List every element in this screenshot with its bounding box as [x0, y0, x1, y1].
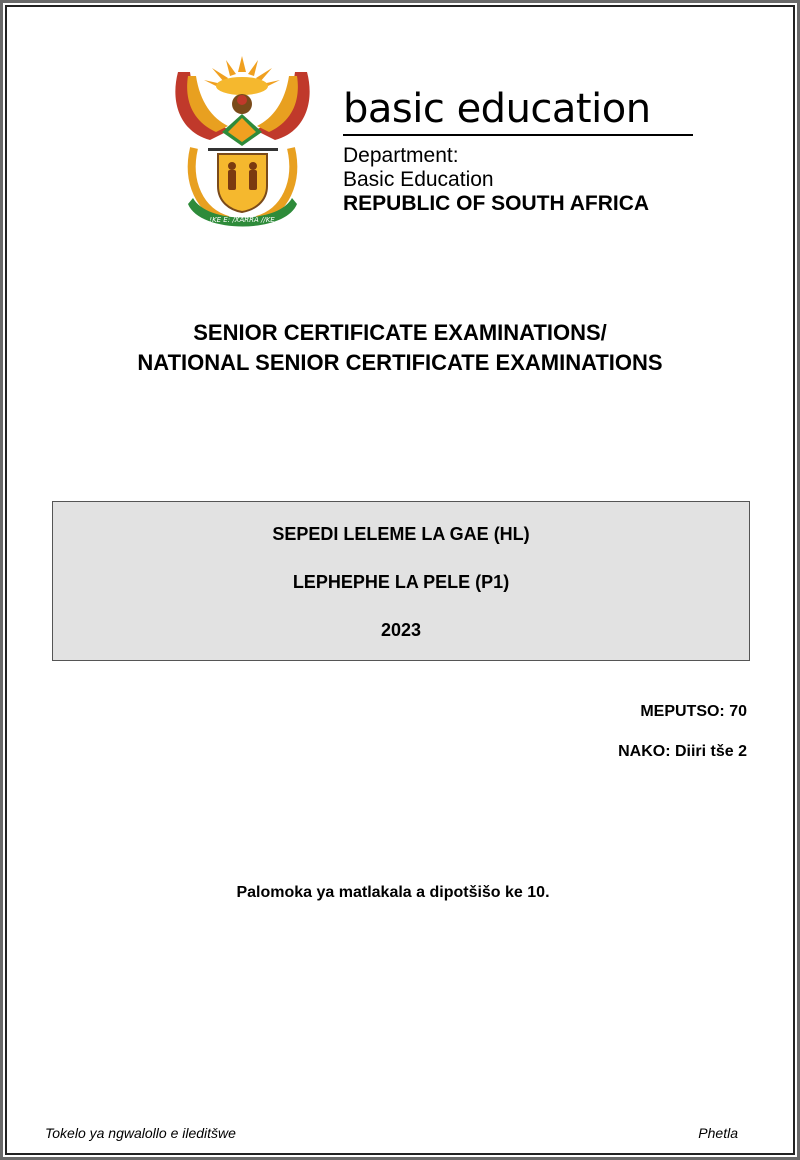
- paper-name: LEPHEPHE LA PELE (P1): [292, 572, 510, 592]
- country-name: REPUBLIC OF SOUTH AFRICA: [343, 192, 650, 215]
- department-label: Department:: [343, 144, 459, 167]
- exam-duration: NAKO: Diiri tše 2: [618, 743, 747, 760]
- copyright-note: Tokelo ya ngwalollo e ileditšwe: [45, 1125, 236, 1141]
- coat-of-arms-icon: [170, 52, 315, 234]
- exam-title: [60, 318, 740, 378]
- subject-name: SEPEDI LELEME LA GAE (HL): [272, 524, 530, 544]
- crest-motto: !KE E: /XARRA //KE: [209, 216, 275, 224]
- department-brand: [343, 86, 693, 216]
- turn-over-note: Phetla: [698, 1125, 738, 1141]
- brand-name: basic education: [343, 86, 693, 136]
- total-marks: MEPUTSO: 70: [640, 703, 747, 720]
- department-name: Basic Education: [343, 168, 494, 191]
- exam-title-line2: NATIONAL SENIOR CERTIFICATE EXAMINATIONS: [137, 350, 663, 375]
- exam-title-line1: SENIOR CERTIFICATE EXAMINATIONS/: [193, 320, 607, 345]
- exam-year: 2023: [380, 620, 422, 640]
- pages-note: Palomoka ya matlakala a dipotšišo ke 10.: [236, 884, 550, 901]
- subject-box: [52, 501, 750, 661]
